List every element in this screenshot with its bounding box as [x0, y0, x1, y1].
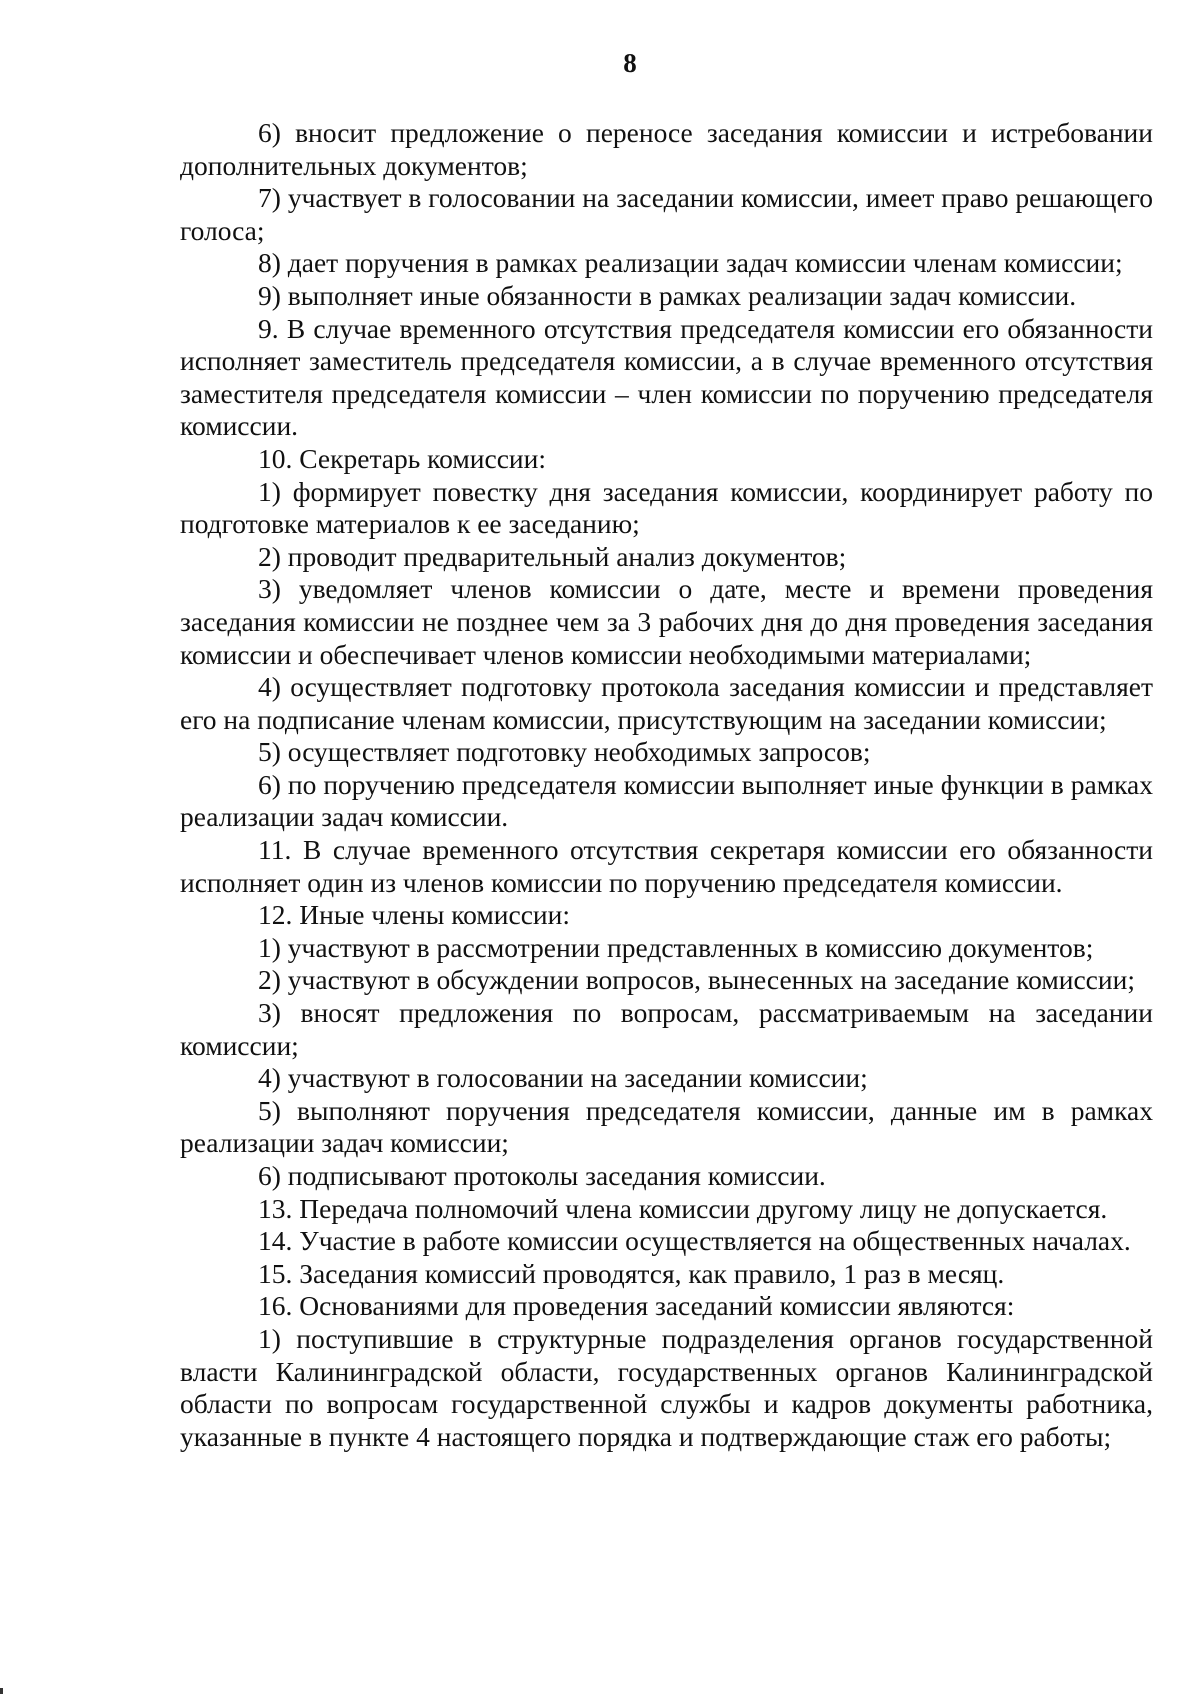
- clause-13-delegation: 13. Передача полномочий члена комиссии другому лицу не допускается.: [258, 1192, 1108, 1224]
- secretary-item-3: 3) уведомляет членов комиссии о дате, месте и времени проведения заседания комиссии не позднее чем за 3 рабочих дня до дня проведения заседания комиссии и обеспечивает членов комиссии необходимыми материалами;: [180, 573, 1153, 670]
- clause-9-chair-absence: 9. В случае временного отсутствия председателя комиссии его обязанности исполняет заместитель председателя комиссии, а в случае временного отсутствия заместителя председателя комиссии – член комиссии по поручению председателя комиссии.: [180, 312, 1153, 442]
- clause-10-secretary: 10. Секретарь комиссии:: [258, 442, 546, 474]
- members-item-1: 1) участвуют в рассмотрении представленных в комиссию документов;: [258, 931, 1094, 963]
- secretary-item-5: 5) осуществляет подготовку необходимых запросов;: [258, 736, 871, 768]
- list-item-9-other-duties: 9) выполняет иные обязанности в рамках реализации задач комиссии.: [258, 279, 1077, 311]
- scan-edge-mark: [0, 1688, 3, 1694]
- secretary-item-2: 2) проводит предварительный анализ документов;: [258, 540, 847, 572]
- list-item-7-voting: 7) участвует в голосовании на заседании комиссии, имеет право решающего голоса;: [180, 182, 1153, 246]
- members-item-4: 4) участвуют в голосовании на заседании комиссии;: [258, 1062, 868, 1094]
- page-number: 8: [623, 48, 637, 78]
- list-item-6-proposal: 6) вносит предложение о переносе заседания комиссии и истребовании дополнительных документов;: [180, 117, 1153, 181]
- list-item-8-instructions: 8) дает поручения в рамках реализации задач комиссии членам комиссии;: [258, 247, 1123, 279]
- members-item-5: 5) выполняют поручения председателя комиссии, данные им в рамках реализации задач комиссии;: [180, 1094, 1153, 1159]
- clause-15-frequency: 15. Заседания комиссий проводятся, как правило, 1 раз в месяц.: [258, 1257, 1005, 1289]
- secretary-item-4: 4) осуществляет подготовку протокола заседания комиссии и представляет его на подписание членам комиссии, присутствующим на заседании комиссии;: [180, 671, 1153, 735]
- grounds-item-1: 1) поступившие в структурные подразделения органов государственной власти Калининградской области, государственных органов Калининградской области по вопросам государственной службы и кадров документы работника, указанные в пункте 4 настоящего порядка и подтверждающие стаж его работы;: [180, 1322, 1153, 1452]
- secretary-item-6: 6) по поручению председателя комиссии выполняет иные функции в рамках реализации задач комиссии.: [180, 768, 1153, 833]
- secretary-item-1: 1) формирует повестку дня заседания комиссии, координирует работу по подготовке материалов к ее заседанию;: [180, 475, 1153, 540]
- members-item-2: 2) участвуют в обсуждении вопросов, вынесенных на заседание комиссии;: [258, 964, 1135, 996]
- clause-12-other-members: 12. Иные члены комиссии:: [258, 899, 571, 931]
- clause-14-voluntary: 14. Участие в работе комиссии осуществляется на общественных началах.: [258, 1225, 1131, 1257]
- clause-11-secretary-absence: 11. В случае временного отсутствия секретаря комиссии его обязанности исполняет один из членов комиссии по поручению председателя комиссии.: [180, 834, 1153, 898]
- members-item-3: 3) вносят предложения по вопросам, рассматриваемым на заседании комиссии;: [180, 997, 1153, 1061]
- members-item-6: 6) подписывают протоколы заседания комиссии.: [258, 1160, 826, 1191]
- document-body: [180, 117, 1153, 1453]
- clause-16-grounds: 16. Основаниями для проведения заседаний комиссии являются:: [258, 1290, 1015, 1322]
